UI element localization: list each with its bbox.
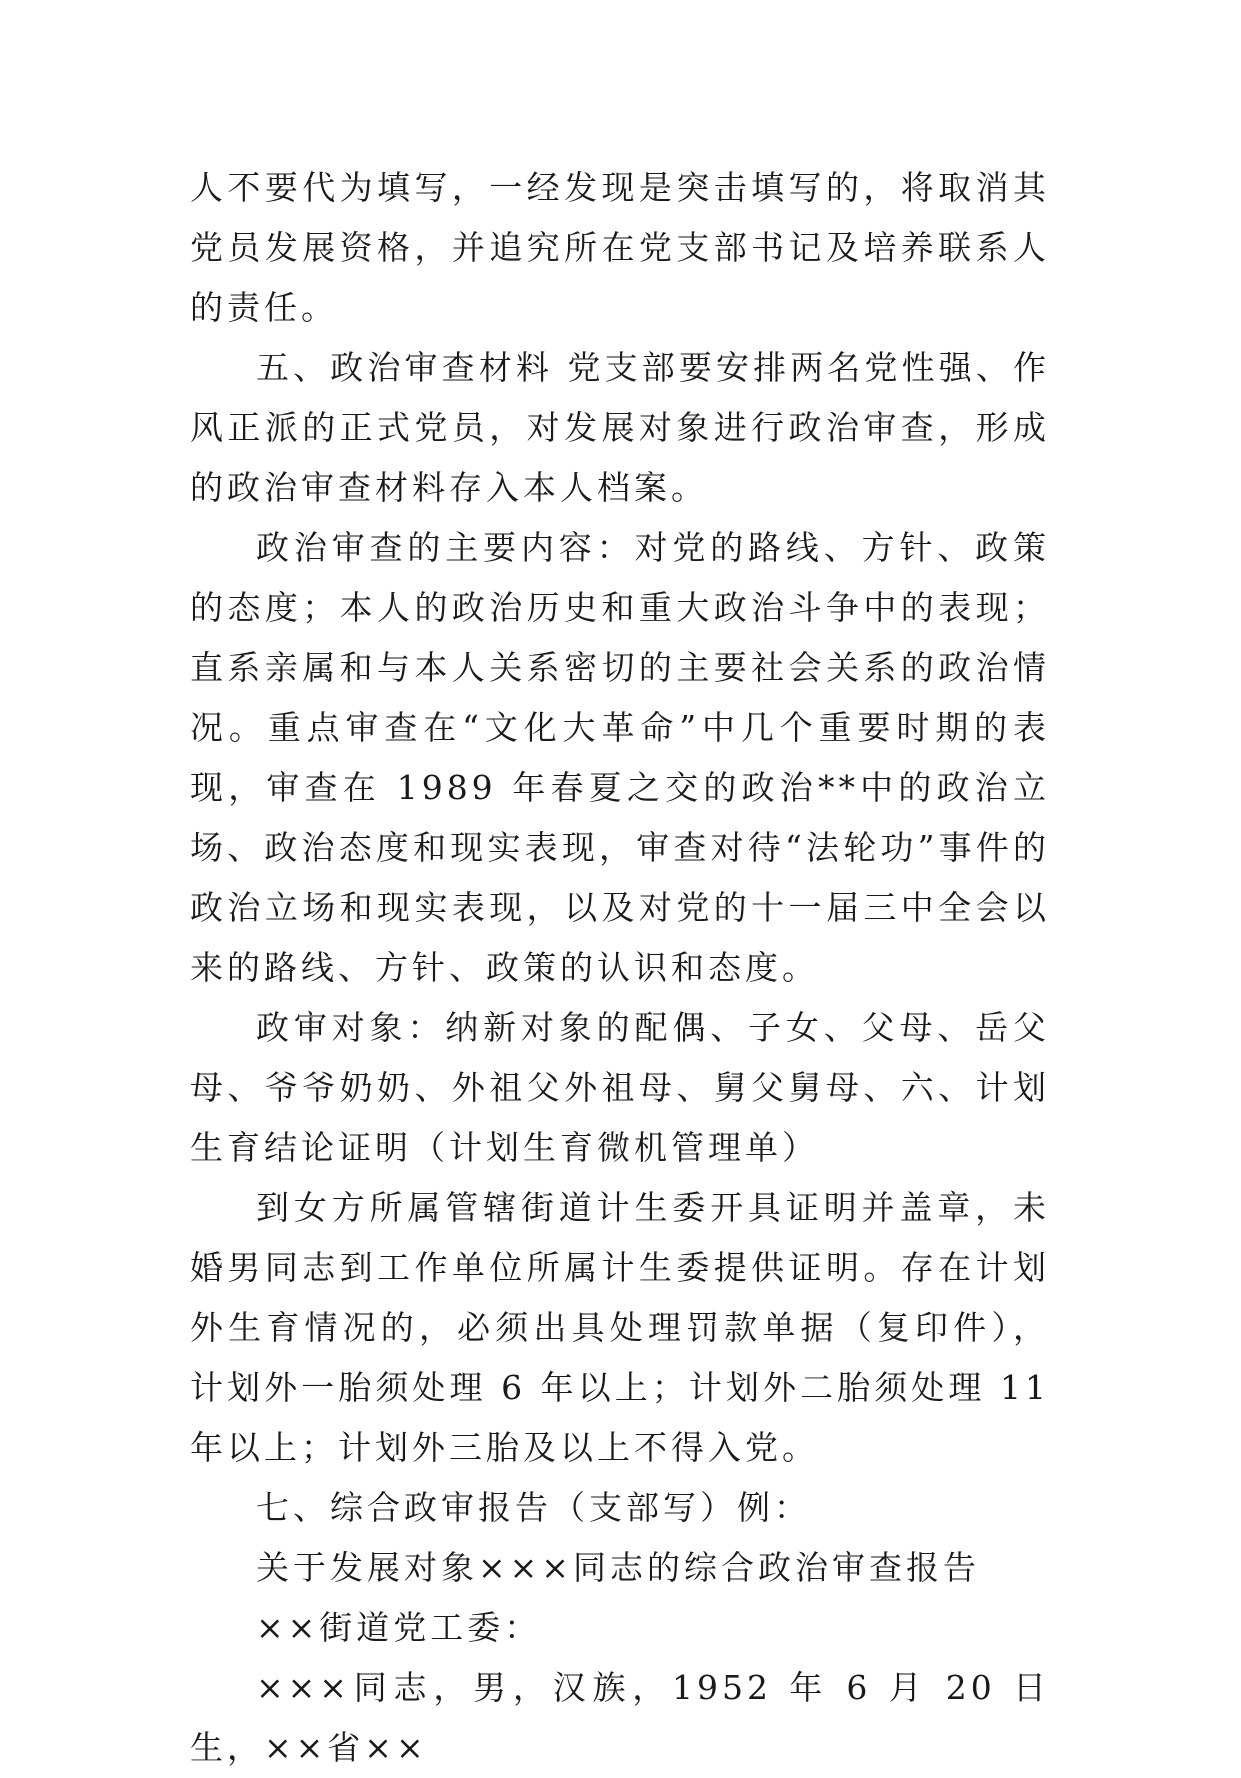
paragraph-3: 政治审查的主要内容：对党的路线、方针、政策的态度；本人的政治历史和重大政治斗争中的表现；直系亲属和与本人关系密切的主要社会关系的政治情况。重点审查在“文化大革命”中几个重要时期的表现，审查在 1989 年春夏之交的政治**中的政治立场、政治态度和现实表现，审查对待“法轮功”事件的政治立场和现实表现，以及对党的十一届三中全会以来的路线、方针、政策的认识和态度。 <box>190 528 1050 987</box>
paragraph-2: 五、政治审查材料 党支部要安排两名党性强、作风正派的正式党员，对发展对象进行政治审查，形成的政治审查材料存入本人档案。 <box>190 348 1050 507</box>
paragraph-1: 人不要代为填写，一经发现是突击填写的，将取消其党员发展资格，并追究所在党支部书记及培养联系人的责任。 <box>190 168 1050 327</box>
paragraph-4: 政审对象：纳新对象的配偶、子女、父母、岳父母、爷爷奶奶、外祖父外祖母、舅父舅母、六、计划生育结论证明（计划生育微机管理单） <box>190 1008 1050 1167</box>
paragraph-5: 到女方所属管辖街道计生委开具证明并盖章，未婚男同志到工作单位所属计生委提供证明。存在计划外生育情况的，必须出具处理罚款单据（复印件），计划外一胎须处理 6 年以上；计划外二胎须处理 11 年以上；计划外三胎及以上不得入党。 <box>190 1188 1050 1467</box>
paragraph-7: 关于发展对象×××同志的综合政治审查报告 <box>256 1548 980 1587</box>
paragraph-6: 七、综合政审报告（支部写）例： <box>256 1488 811 1527</box>
paragraph-9: ×××同志，男，汉族，1952 年 6 月 20 日生，××省×× <box>190 1668 1050 1767</box>
paragraph-8: ××街道党工委： <box>256 1608 542 1647</box>
document-body <box>190 158 1050 1778</box>
